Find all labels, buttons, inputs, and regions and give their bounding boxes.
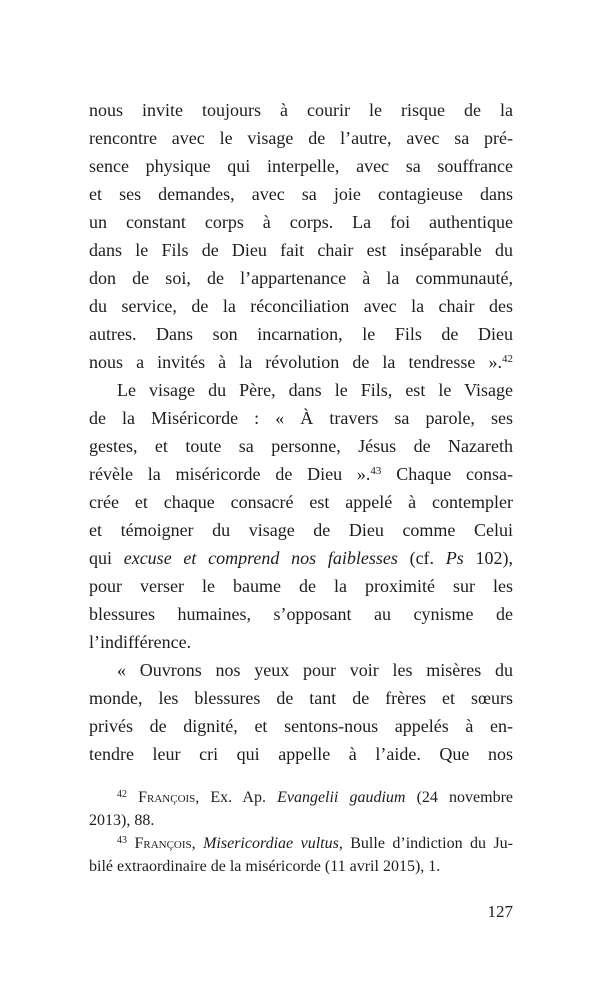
text-line bbox=[89, 236, 513, 264]
text-line bbox=[89, 740, 513, 768]
text-segment bbox=[127, 789, 138, 806]
text-line bbox=[89, 544, 513, 572]
paragraph-1 bbox=[89, 96, 513, 376]
text-line bbox=[89, 124, 513, 152]
text-line bbox=[89, 292, 513, 320]
text-segment: , Ex. Ap. bbox=[195, 789, 278, 806]
text-line bbox=[89, 348, 513, 376]
text-segment: et témoigner du visage de Dieu comme Celui bbox=[89, 520, 513, 540]
text-segment: François bbox=[138, 789, 196, 806]
text-line bbox=[89, 712, 513, 740]
text-line bbox=[89, 516, 513, 544]
text-segment: crée et chaque consacré est appelé à contempler bbox=[89, 492, 513, 512]
text-segment: un constant corps à corps. La foi authentique bbox=[89, 212, 513, 232]
text-segment: Chaque consa- bbox=[381, 464, 513, 484]
text-segment: don de soi, de l’appartenance à la communauté, bbox=[89, 268, 513, 288]
text-line bbox=[89, 96, 513, 124]
footnote-ref: 42 bbox=[117, 789, 127, 800]
text-segment: l’indifférence. bbox=[89, 632, 192, 652]
text-segment: excuse et comprend nos faiblesses bbox=[123, 548, 398, 568]
page-number: 127 bbox=[487, 902, 513, 921]
text-segment: nous a invités à la révolution de la tendresse ». bbox=[89, 352, 502, 372]
text-segment: rencontre avec le visage de l’autre, avec sa pré- bbox=[89, 128, 513, 148]
text-segment: pour verser le baume de la proximité sur les bbox=[89, 576, 513, 596]
text-line bbox=[89, 572, 513, 600]
footnote-line bbox=[89, 809, 513, 832]
text-segment: Ps bbox=[445, 548, 464, 568]
text-segment: 2013), 88. bbox=[89, 812, 155, 829]
text-segment: (24 novembre bbox=[405, 789, 513, 806]
text-line bbox=[89, 376, 513, 404]
text-line bbox=[89, 404, 513, 432]
text-segment: bilé extraordinaire de la miséricorde (11 avril 2015), 1. bbox=[89, 858, 441, 875]
text-line bbox=[89, 208, 513, 236]
text-line bbox=[89, 684, 513, 712]
text-segment: nous invite toujours à courir le risque de la bbox=[89, 100, 513, 120]
text-line bbox=[89, 488, 513, 516]
paragraph-2 bbox=[89, 376, 513, 656]
text-segment: , Bulle d’indiction du Ju- bbox=[338, 835, 514, 852]
text-segment: qui bbox=[89, 548, 124, 568]
text-segment: blessures humaines, s’opposant au cynisme de bbox=[89, 604, 513, 624]
text-segment: (cf. bbox=[397, 548, 446, 568]
text-line bbox=[89, 152, 513, 180]
text-line bbox=[89, 180, 513, 208]
page-text-block bbox=[89, 96, 513, 922]
text-segment: autres. Dans son incarnation, le Fils de Dieu bbox=[89, 324, 513, 344]
text-segment: Le visage du Père, dans le Fils, est le Visage bbox=[117, 380, 513, 400]
text-line bbox=[89, 320, 513, 348]
text-segment: « Ouvrons nos yeux pour voir les misères du bbox=[117, 660, 513, 680]
text-segment: révèle la miséricorde de Dieu ». bbox=[89, 464, 371, 484]
text-line bbox=[89, 656, 513, 684]
text-segment: François bbox=[134, 835, 192, 852]
text-segment: gestes, et toute sa personne, Jésus de Nazareth bbox=[89, 436, 513, 456]
text-segment: et ses demandes, avec sa joie contagieuse dans bbox=[89, 184, 513, 204]
text-line bbox=[89, 600, 513, 628]
text-segment: Misericordiae vultus bbox=[203, 835, 339, 852]
text-line bbox=[89, 460, 513, 488]
footnote-line bbox=[89, 786, 513, 809]
text-segment: dans le Fils de Dieu fait chair est inséparable du bbox=[89, 240, 513, 260]
text-line bbox=[89, 264, 513, 292]
text-segment: sence physique qui interpelle, avec sa souffrance bbox=[89, 156, 513, 176]
footnote-ref: 42 bbox=[502, 353, 513, 365]
text-segment: de la Miséricorde : « À travers sa parole, ses bbox=[89, 408, 513, 428]
text-segment: privés de dignité, et sentons-nous appelés à en- bbox=[89, 716, 513, 736]
text-segment: , bbox=[191, 835, 204, 852]
body-paragraphs bbox=[89, 96, 513, 768]
text-line bbox=[89, 628, 513, 656]
text-segment: Evangelii gaudium bbox=[277, 789, 406, 806]
text-line bbox=[89, 432, 513, 460]
text-segment: du service, de la réconciliation avec la chair des bbox=[89, 296, 513, 316]
footnote-line bbox=[89, 832, 513, 855]
paragraph-3 bbox=[89, 656, 513, 768]
footnote-ref: 43 bbox=[370, 465, 382, 477]
footnote-ref: 43 bbox=[117, 835, 127, 846]
footnote-line bbox=[89, 855, 513, 878]
footnotes-section bbox=[89, 786, 513, 878]
text-segment: monde, les blessures de tant de frères et sœurs bbox=[89, 688, 513, 708]
text-segment: 102), bbox=[463, 548, 513, 568]
text-segment: tendre leur cri qui appelle à l’aide. Que nos bbox=[89, 744, 513, 764]
